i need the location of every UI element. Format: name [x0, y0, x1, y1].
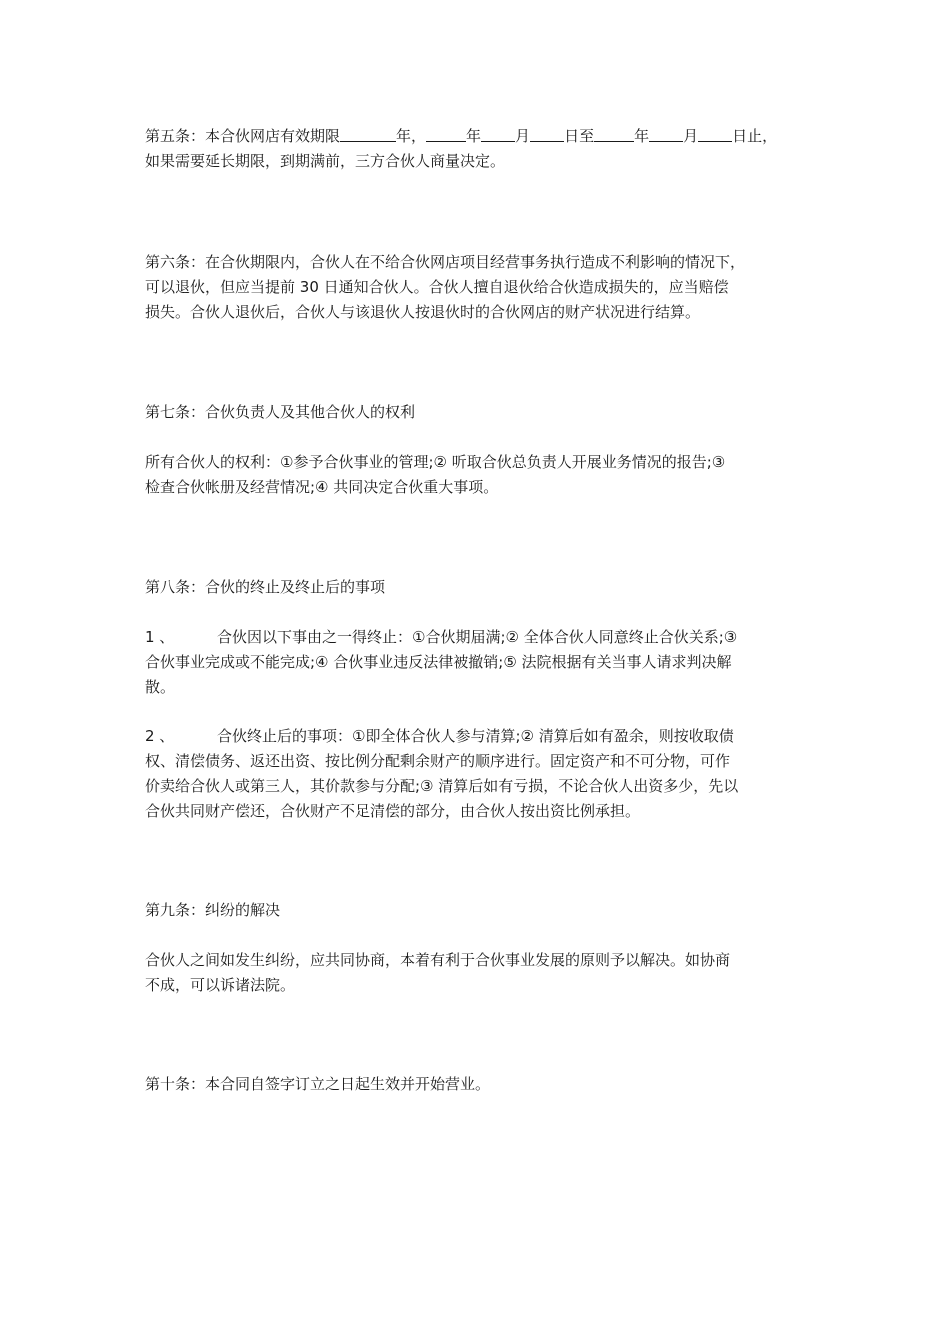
- article-5: [145, 124, 825, 174]
- end-month-blank: [649, 126, 683, 142]
- end-year-blank: [594, 126, 634, 142]
- article-5-line-2: 如果需要延长期限，到期满前，三方合伙人商量决定。: [145, 152, 506, 170]
- article-6: [145, 250, 825, 325]
- article-8-item-1-line-3: 散。: [145, 678, 176, 696]
- start-month-blank: [481, 126, 515, 142]
- article-7-body: [145, 450, 825, 500]
- article-7-line-2: 检查合伙帐册及经营情况;④ 共同决定合伙重大事项。: [145, 478, 499, 496]
- article-8-item-1-line-1: [145, 625, 825, 650]
- article-8-item-1-line-2: 合伙事业完成或不能完成;④ 合伙事业违反法律被撤销;⑤ 法院根据有关当事人请求判决解: [145, 653, 732, 671]
- article-10-line-1: 第十条：本合同自签字订立之日起生效并开始营业。: [145, 1075, 491, 1093]
- article-10: [145, 1072, 825, 1097]
- article-6-line-3: 损失。合伙人退伙后，合伙人与该退伙人按退伙时的合伙网店的财产状况进行结算。: [145, 303, 701, 321]
- article-9-title: [145, 898, 825, 923]
- article-5-text: 日至: [564, 127, 595, 145]
- item-number: 1 、: [145, 628, 175, 646]
- article-8-title: [145, 575, 825, 600]
- article-8-item-1: [145, 625, 825, 700]
- article-9-body: [145, 948, 825, 998]
- term-years-blank: [340, 126, 396, 142]
- article-5-text: 日止，: [732, 127, 778, 145]
- article-8-item-2: [145, 724, 825, 824]
- article-5-text: 月: [515, 127, 531, 145]
- item-text: 合伙终止后的事项：①即全体合伙人参与清算;② 清算后如有盈余，则按收取债: [217, 727, 734, 745]
- article-6-line-2: 可以退伙，但应当提前 30 日通知合伙人。合伙人擅自退伙给合伙造成损失的，应当赔偿: [145, 278, 729, 296]
- article-6-line-1: 第六条：在合伙期限内，合伙人在不给合伙网店项目经营事务执行造成不利影响的情况下，: [145, 253, 746, 271]
- start-year-blank: [426, 126, 466, 142]
- item-number: 2 、: [145, 727, 175, 745]
- article-5-text: 年: [466, 127, 482, 145]
- article-9-title-text: 第九条：纠纷的解决: [145, 901, 281, 919]
- article-5-text: 年，: [396, 127, 427, 145]
- article-8-title-text: 第八条：合伙的终止及终止后的事项: [145, 578, 386, 596]
- article-8-item-2-line-1: [145, 724, 825, 749]
- end-day-blank: [698, 126, 732, 142]
- article-9-line-1: 合伙人之间如发生纠纷，应共同协商，本着有利于合伙事业发展的原则予以解决。如协商: [145, 951, 731, 969]
- article-7-title: [145, 400, 825, 425]
- article-5-text: 年: [634, 127, 650, 145]
- article-8-item-2-line-4: 合伙共同财产偿还，合伙财产不足清偿的部分，由合伙人按出资比例承担。: [145, 802, 641, 820]
- article-7-line-1: 所有合伙人的权利：①参予合伙事业的管理;② 听取合伙总负责人开展业务情况的报告;③: [145, 453, 726, 471]
- article-9-line-2: 不成，可以诉诸法院。: [145, 976, 296, 994]
- article-8-item-2-line-2: 权、清偿债务、返还出资、按比例分配剩余财产的顺序进行。固定资产和不可分物，可作: [145, 752, 731, 770]
- article-7-title-text: 第七条：合伙负责人及其他合伙人的权利: [145, 403, 416, 421]
- article-5-text: 第五条：本合伙网店有效期限: [145, 127, 341, 145]
- article-8-item-2-line-3: 价卖给合伙人或第三人，其价款参与分配;③ 清算后如有亏损，不论合伙人出资多少，先以: [145, 777, 739, 795]
- item-text: 合伙因以下事由之一得终止：①合伙期届满;② 全体合伙人同意终止合伙关系;③: [217, 628, 738, 646]
- start-day-blank: [530, 126, 564, 142]
- article-5-line-1: [145, 124, 825, 149]
- article-5-text: 月: [683, 127, 699, 145]
